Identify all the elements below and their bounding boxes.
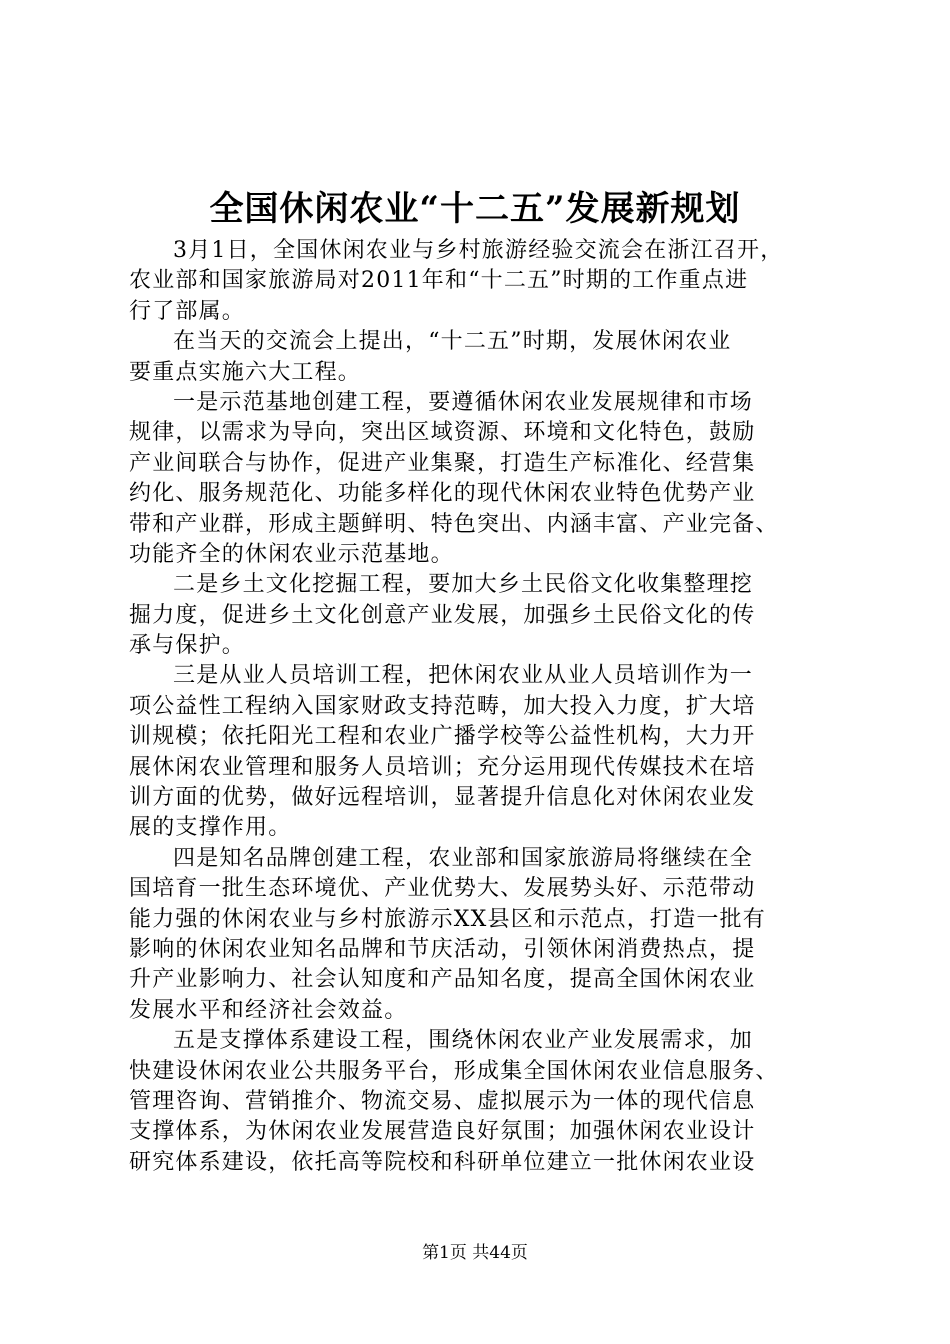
paragraph-line: 承与保护。 — [129, 633, 246, 659]
paragraph-line: 发展水平和经济社会效益。 — [129, 997, 408, 1023]
paragraph-line: 二是乡土文化挖掘工程，要加大乡土民俗文化收集整理挖 — [173, 572, 754, 598]
paragraph-line: 3月1日，全国休闲农业与乡村旅游经验交流会在浙江召开， — [173, 238, 784, 263]
paragraph-1 — [129, 236, 849, 327]
paragraph-line: 升产业影响力、社会认知度和产品知名度，提高全国休闲农业 — [129, 967, 756, 993]
paragraph-line: 能力强的休闲农业与乡村旅游示XX县区和示范点，打造一批有 — [129, 906, 766, 932]
paragraph-line: 快建设休闲农业公共服务平台，形成集全国休闲农业信息服务、 — [129, 1058, 779, 1084]
paragraph-line: 研究体系建设，依托高等院校和科研单位建立一批休闲农业设 — [129, 1149, 756, 1175]
paragraph-line: 三是从业人员培训工程，把休闲农业从业人员培训作为一 — [173, 663, 754, 689]
paragraph-line: 训方面的优势，做好远程培训，显著提升信息化对休闲农业发 — [129, 785, 756, 811]
paragraph-line: 要重点实施六大工程。 — [129, 359, 362, 385]
paragraph-line: 农业部和国家旅游局对2011年和“十二五”时期的工作重点进 — [129, 268, 749, 294]
paragraph-line: 展的支撑作用。 — [129, 815, 292, 841]
paragraph-line: 国培育一批生态环境优、产业优势大、发展势头好、示范带动 — [129, 876, 756, 902]
paragraph-line: 项公益性工程纳入国家财政支持范畴，加大投入力度，扩大培 — [129, 693, 756, 719]
paragraph-line: 四是知名品牌创建工程，农业部和国家旅游局将继续在全 — [173, 845, 754, 871]
paragraph-2 — [129, 327, 849, 388]
paragraph-line: 产业间联合与协作，促进产业集聚，打造生产标准化、经营集 — [129, 450, 756, 476]
paragraph-4 — [129, 570, 849, 661]
paragraph-line: 带和产业群，形成主题鲜明、特色突出、内涵丰富、产业完备、 — [129, 511, 779, 537]
page-footer: 第1页 共44页 — [422, 1243, 528, 1263]
paragraph-7 — [129, 1026, 849, 1178]
paragraph-line: 行了部属。 — [129, 298, 246, 324]
paragraph-6 — [129, 844, 849, 1026]
paragraph-line: 掘力度，促进乡土文化创意产业发展，加强乡土民俗文化的传 — [129, 602, 756, 628]
paragraph-line: 约化、服务规范化、功能多样化的现代休闲农业特色优势产业 — [129, 481, 756, 507]
paragraph-5 — [129, 661, 849, 843]
paragraph-line: 一是示范基地创建工程，要遵循休闲农业发展规律和市场 — [173, 389, 754, 415]
paragraph-line: 展休闲农业管理和服务人员培训；充分运用现代传媒技术在培 — [129, 754, 756, 780]
paragraph-line: 五是支撑体系建设工程，围绕休闲农业产业发展需求，加 — [173, 1028, 754, 1054]
document-title: 全国休闲农业“十二五”发展新规划 — [209, 189, 741, 229]
document-body — [129, 236, 849, 1178]
paragraph-line: 训规模；依托阳光工程和农业广播学校等公益性机构，大力开 — [129, 724, 756, 750]
paragraph-line: 功能齐全的休闲农业示范基地。 — [129, 541, 454, 567]
paragraph-line: 在当天的交流会上提出，“十二五”时期，发展休闲农业 — [173, 329, 732, 355]
paragraph-line: 影响的休闲农业知名品牌和节庆活动，引领休闲消费热点，提 — [129, 936, 756, 962]
paragraph-3 — [129, 388, 849, 570]
paragraph-line: 管理咨询、营销推介、物流交易、虚拟展示为一体的现代信息 — [129, 1088, 756, 1114]
paragraph-line: 规律，以需求为导向，突出区域资源、环境和文化特色，鼓励 — [129, 420, 756, 446]
paragraph-line: 支撑体系，为休闲农业发展营造良好氛围；加强休闲农业设计 — [129, 1119, 756, 1145]
